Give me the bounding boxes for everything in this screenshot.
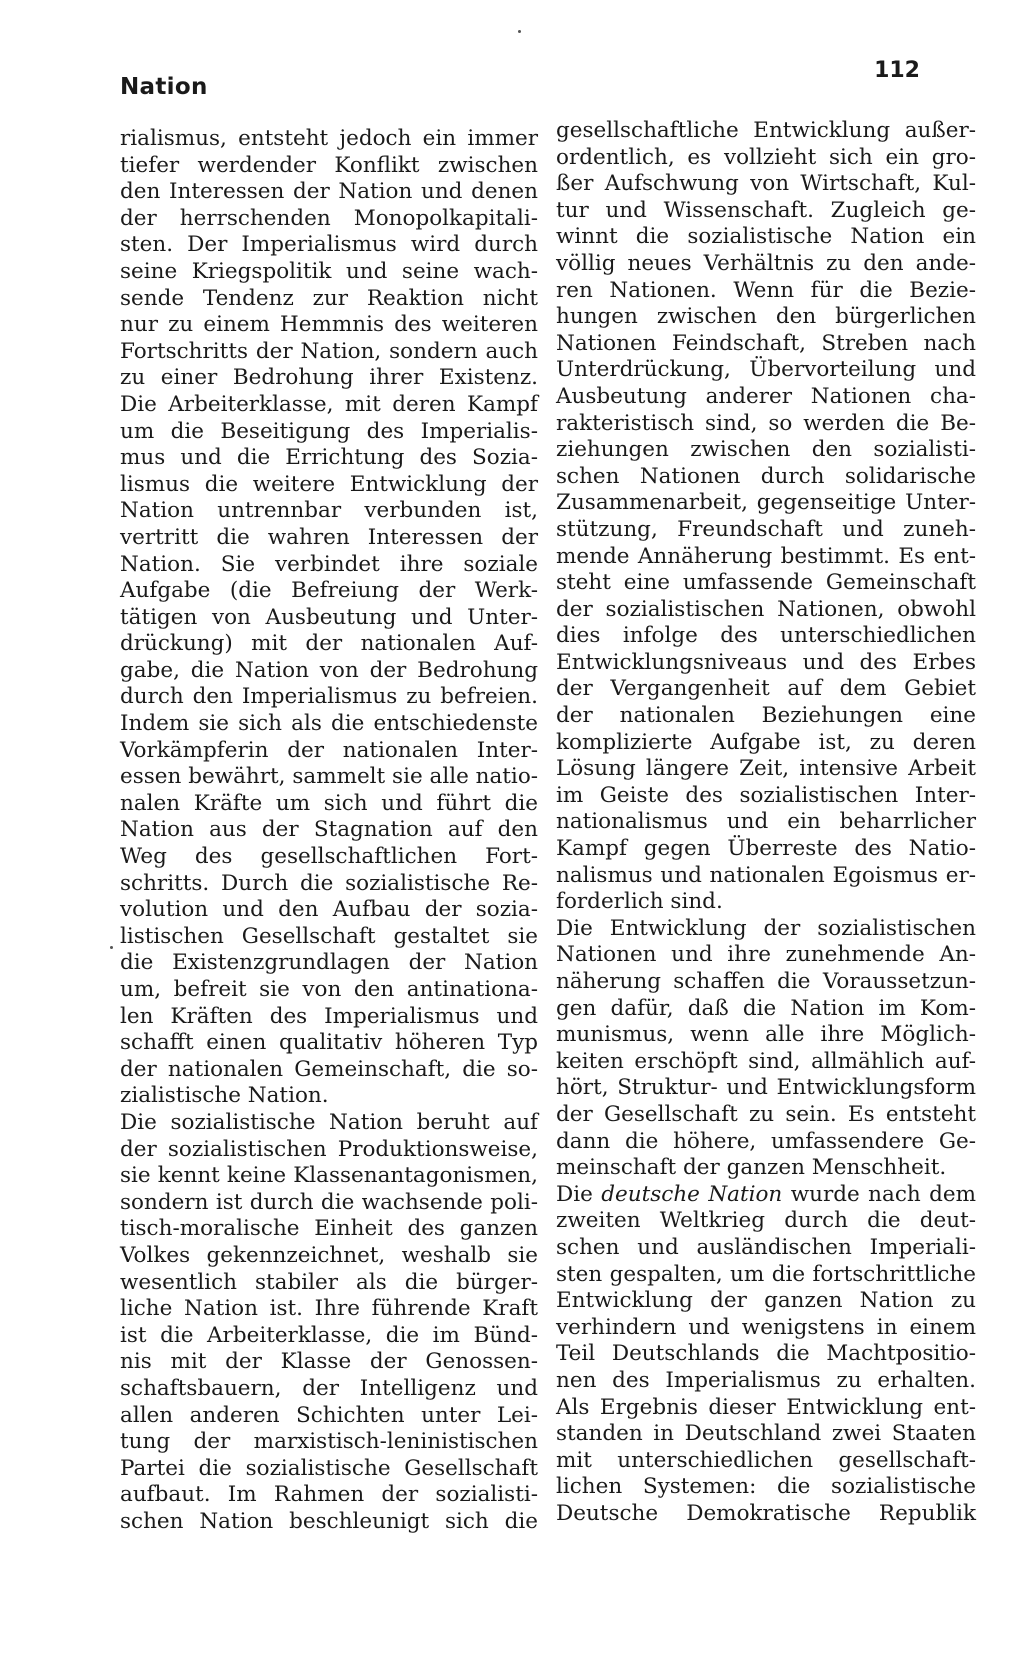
- text-line: keiten erschöpft sind, allmählich auf-: [556, 1048, 976, 1074]
- text-line: näherung schaffen die Voraussetzun-: [556, 969, 976, 994]
- text-line: völlig neues Verhältnis zu den ande-: [556, 250, 976, 276]
- text-line: tätigen von Ausbeutung und Unter-: [120, 604, 538, 630]
- text-line: lichen Systemen: die sozialistische: [556, 1474, 976, 1500]
- text-line: Nationen und ihre zunehmende An-: [556, 942, 976, 968]
- text-line: schen und ausländischen Imperiali-: [556, 1234, 976, 1260]
- text-line: Die Entwicklung der sozialistischen: [556, 915, 976, 941]
- text-line: um die Beseitigung des Imperialis-: [120, 418, 538, 444]
- right-column: [556, 118, 976, 1527]
- text-line: aufbaut. Im Rahmen der sozialisti-: [120, 1482, 538, 1508]
- text-line: sten gespalten, um die fortschrittliche: [556, 1261, 976, 1287]
- text-line: schritts. Durch die sozialistische Re-: [120, 870, 538, 896]
- text-line: Lösung längere Zeit, intensive Arbeit: [556, 756, 976, 782]
- text-line: Volkes gekennzeichnet, weshalb sie: [120, 1242, 538, 1268]
- text-line: Indem sie sich als die entschiedenste: [120, 711, 538, 737]
- text-line: dies infolge des unterschiedlichen: [556, 623, 976, 649]
- text-line: nalen Kräfte um sich und führt die: [120, 790, 538, 816]
- text-line: lismus die weitere Entwicklung der: [120, 471, 538, 497]
- text-line: seine Kriegspolitik und seine wach-: [120, 258, 538, 284]
- text-line: Kampf gegen Überreste des Natio-: [556, 836, 976, 862]
- text-line: Nation aus der Stagnation auf den: [120, 817, 538, 843]
- text-line: rakteristisch sind, so werden die Be-: [556, 410, 976, 436]
- text-line: Weg des gesellschaftlichen Fort-: [120, 844, 538, 870]
- text-line: schaftsbauern, der Intelligenz und: [120, 1375, 538, 1401]
- print-speck: [110, 946, 113, 949]
- emphasized-term: deutsche Nation: [601, 1181, 783, 1207]
- text-line: vertritt die wahren Interessen der: [120, 524, 538, 550]
- text-line: dann die höhere, umfassendere Ge-: [556, 1128, 976, 1154]
- text-fragment: Die: [556, 1181, 602, 1207]
- paragraph: [120, 126, 538, 392]
- text-line: die Existenzgrundlagen der Nation: [120, 950, 538, 976]
- text-line: nen des Imperialismus zu erhalten.: [556, 1367, 976, 1393]
- text-line: ist die Arbeiterklasse, die im Bünd-: [120, 1322, 538, 1348]
- text-line: essen bewährt, sammelt sie alle natio-: [120, 764, 539, 790]
- text-line: rialismus, entsteht jedoch ein immer: [120, 126, 538, 151]
- paragraph: [120, 711, 538, 1110]
- text-line: hungen zwischen den bürgerlichen: [556, 304, 976, 330]
- text-line: ßer Aufschwung von Wirtschaft, Kul-: [556, 171, 976, 197]
- text-line: Aufgabe (die Befreiung der Werk-: [120, 578, 538, 604]
- text-line: ordentlich, es vollzieht sich ein gro-: [556, 144, 976, 170]
- text-line: volution und den Aufbau der sozia-: [120, 897, 538, 923]
- text-line: winnt die sozialistische Nation ein: [556, 224, 976, 250]
- text-line: Vorkämpferin der nationalen Inter-: [120, 737, 538, 763]
- text-line: hört, Struktur- und Entwicklungsform: [556, 1075, 976, 1101]
- text-line: Zusammenarbeit, gegenseitige Unter-: [556, 490, 976, 516]
- text-line: Unterdrückung, Übervorteilung und: [556, 357, 976, 383]
- text-line: verhindern und wenigstens in einem: [556, 1314, 976, 1340]
- paragraph: [120, 392, 538, 711]
- text-line: nalismus und nationalen Egoismus er-: [556, 862, 976, 888]
- text-line: gabe, die Nation von der Bedrohung: [120, 657, 538, 683]
- text-line: standen in Deutschland zwei Staaten: [556, 1421, 976, 1447]
- text-line: drückung) mit der nationalen Auf-: [120, 631, 538, 657]
- text-line: steht eine umfassende Gemeinschaft: [556, 570, 976, 596]
- paragraph: [556, 118, 976, 916]
- text-line: liche Nation ist. Ihre führende Kraft: [120, 1296, 538, 1322]
- text-line: wesentlich stabiler als die bürger-: [120, 1269, 538, 1295]
- text-line: Als Ergebnis dieser Entwicklung ent-: [556, 1394, 976, 1420]
- text-line: nur zu einem Hemmnis des weiteren: [120, 312, 538, 338]
- text-line: listischen Gesellschaft gestaltet sie: [120, 923, 538, 949]
- text-line: der Gesellschaft zu sein. Es entsteht: [556, 1101, 976, 1127]
- text-line: ziehungen zwischen den sozialisti-: [556, 437, 976, 463]
- text-line: meinschaft der ganzen Menschheit.: [556, 1155, 947, 1181]
- text-line: Partei die sozialistische Gesellschaft: [120, 1455, 538, 1481]
- text-line: mende Annäherung bestimmt. Es ent-: [556, 543, 976, 569]
- text-line: ren Nationen. Wenn für die Bezie-: [556, 277, 976, 303]
- text-line: Ausbeutung anderer Nationen cha-: [556, 383, 976, 409]
- text-line: Die Arbeiterklasse, mit deren Kampf: [120, 391, 538, 417]
- text-line: im Geiste des sozialistischen Inter-: [556, 782, 976, 808]
- text-line: den Interessen der Nation und denen: [120, 179, 538, 205]
- text-line: tiefer werdender Konflikt zwischen: [120, 152, 538, 178]
- text-fragment: wurde nach dem: [782, 1181, 977, 1207]
- running-head: Nation: [120, 74, 208, 100]
- text-line: Nation untrennbar verbunden ist,: [120, 498, 538, 524]
- text-line: tung der marxistisch-leninistischen: [120, 1429, 538, 1455]
- text-line: der sozialistischen Produktionsweise,: [120, 1136, 538, 1162]
- print-speck: [518, 30, 521, 33]
- text-line: Entwicklungsniveaus und des Erbes: [556, 649, 976, 675]
- paragraph: [556, 1182, 976, 1528]
- text-line: [556, 1182, 976, 1209]
- text-line: sie kennt keine Klassenantagonismen,: [120, 1163, 538, 1189]
- text-line: Nation. Sie verbindet ihre soziale: [120, 551, 538, 577]
- text-line: der nationalen Gemeinschaft, die so-: [120, 1056, 538, 1082]
- text-line: zweiten Weltkrieg durch die deut-: [556, 1208, 976, 1234]
- text-line: gesellschaftliche Entwicklung außer-: [556, 118, 976, 143]
- text-line: sondern ist durch die wachsende poli-: [120, 1189, 538, 1215]
- page-number: 112: [874, 58, 920, 83]
- text-line: Teil Deutschlands die Machtpositio-: [556, 1341, 976, 1367]
- text-line: der herrschenden Monopolkapitali-: [120, 205, 538, 231]
- text-line: um, befreit sie von den antinationa-: [120, 977, 538, 1002]
- paragraph: [120, 1110, 538, 1536]
- text-line: mit unterschiedlichen gesellschaft-: [556, 1447, 976, 1473]
- text-line: Fortschritts der Nation, sondern auch: [120, 338, 538, 364]
- text-line: schen Nationen durch solidarische: [556, 463, 976, 489]
- text-line: Die sozialistische Nation beruht auf: [120, 1109, 538, 1135]
- text-line: tur und Wissenschaft. Zugleich ge-: [556, 197, 976, 223]
- text-line: allen anderen Schichten unter Lei-: [120, 1402, 538, 1428]
- text-line: schen Nation beschleunigt sich die: [120, 1508, 538, 1534]
- text-line: nis mit der Klasse der Genossen-: [120, 1349, 538, 1375]
- text-line: tisch-moralische Einheit des ganzen: [120, 1216, 538, 1242]
- text-line: forderlich sind.: [556, 889, 723, 915]
- text-line: gen dafür, daß die Nation im Kom-: [556, 995, 976, 1021]
- text-line: zu einer Bedrohung ihrer Existenz.: [120, 365, 538, 391]
- text-line: zialistische Nation.: [120, 1083, 329, 1109]
- text-line: Entwicklung der ganzen Nation zu: [556, 1288, 976, 1314]
- text-line: stützung, Freundschaft und zuneh-: [556, 516, 976, 542]
- text-line: mus und die Errichtung des Sozia-: [120, 445, 538, 471]
- text-line: der Vergangenheit auf dem Gebiet: [556, 676, 976, 702]
- text-line: schafft einen qualitativ höheren Typ: [120, 1030, 538, 1056]
- text-line: komplizierte Aufgabe ist, zu deren: [556, 729, 976, 755]
- text-line: munismus, wenn alle ihre Möglich-: [556, 1022, 976, 1048]
- left-column: [120, 126, 538, 1535]
- text-line: sten. Der Imperialismus wird durch: [120, 232, 538, 258]
- paragraph: [556, 916, 976, 1182]
- text-line: durch den Imperialismus zu befreien.: [120, 684, 538, 710]
- text-line: der nationalen Beziehungen eine: [556, 703, 976, 729]
- text-line: der sozialistischen Nationen, obwohl: [556, 596, 976, 622]
- text-line: nationalismus und ein beharrlicher: [556, 809, 976, 835]
- text-line: Nationen Feindschaft, Streben nach: [556, 330, 976, 356]
- text-line: len Kräften des Imperialismus und: [120, 1003, 538, 1029]
- text-line: sende Tendenz zur Reaktion nicht: [120, 285, 538, 311]
- text-line: Deutsche Demokratische Republik: [556, 1500, 976, 1526]
